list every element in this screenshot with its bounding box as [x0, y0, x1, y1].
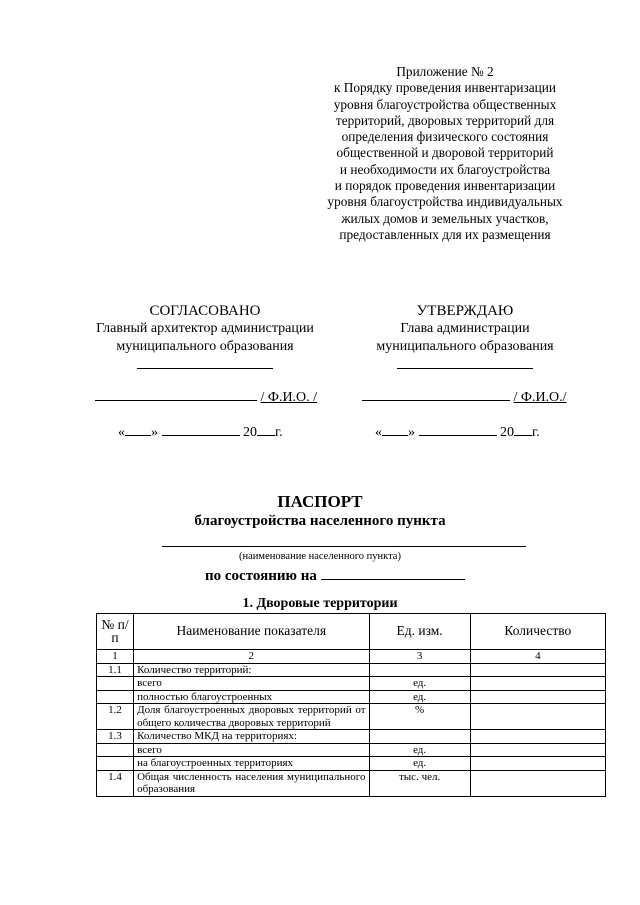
state-date-line[interactable] [321, 565, 465, 580]
approval-right-position: Глава администрации [400, 321, 530, 336]
left-year-suffix: г. [275, 425, 283, 440]
table-header-row [97, 614, 606, 650]
row-quantity-cell[interactable] [470, 663, 605, 677]
left-month-line[interactable] [162, 423, 240, 436]
appendix-line: жилых домов и земельных участков, [341, 210, 549, 226]
table-row [97, 677, 606, 691]
appendix-line: уровня благоустройства индивидуальных [327, 194, 563, 210]
column-number: 2 [134, 650, 369, 664]
row-quantity-cell[interactable] [470, 690, 605, 704]
table-row [97, 663, 606, 677]
approval-left-block [80, 302, 330, 356]
approval-left-position: Главный архитектор администрации [96, 321, 314, 336]
approval-right-block [350, 302, 580, 356]
appendix-line: и порядок проведения инвентаризации [334, 178, 556, 194]
appendix-line: определения физического состояния [341, 129, 549, 145]
column-number: 4 [470, 650, 605, 664]
column-number-row [97, 650, 606, 664]
left-date-field [118, 423, 283, 441]
row-no [97, 677, 134, 691]
row-indicator: всего [134, 743, 369, 757]
row-unit: ед. [369, 677, 470, 691]
row-indicator: Количество МКД на территориях: [134, 730, 369, 744]
row-no [97, 757, 134, 771]
row-quantity-cell[interactable] [470, 730, 605, 744]
right-fio-field [362, 386, 567, 406]
row-indicator: Общая численность населения муниципального образования [134, 770, 369, 796]
header-unit: Ед. изм. [369, 614, 470, 650]
row-quantity-cell[interactable] [470, 704, 605, 730]
appendix-line: к Порядку проведения инвентаризации [333, 80, 557, 96]
row-no: 1.1 [97, 663, 134, 677]
left-signature-line[interactable] [137, 368, 273, 369]
row-no [97, 690, 134, 704]
appendix-line: общественной и дворовой территорий [336, 145, 554, 161]
header-no: № п/п [97, 614, 134, 650]
table-row [97, 757, 606, 771]
right-date-open-quote: « [375, 425, 382, 440]
row-no [97, 743, 134, 757]
passport-title: ПАСПОРТ [277, 492, 363, 511]
row-unit: тыс. чел. [369, 770, 470, 796]
header-indicator: Наименование показателя [134, 614, 369, 650]
column-number: 3 [369, 650, 470, 664]
row-no: 1.2 [97, 704, 134, 730]
row-quantity-cell[interactable] [470, 743, 605, 757]
row-indicator: на благоустроенных территориях [134, 757, 369, 771]
row-no: 1.4 [97, 770, 134, 796]
right-date-close-quote: » [408, 425, 415, 440]
row-no: 1.3 [97, 730, 134, 744]
settlement-name-caption: (наименование населенного пункта) [239, 551, 401, 562]
left-year-prefix: 20 [243, 425, 257, 440]
right-fio-label: / Ф.И.О./ [513, 390, 567, 405]
left-day-line[interactable] [125, 423, 151, 436]
appendix-line: Приложение № 2 [396, 64, 494, 79]
appendix-header [300, 64, 590, 243]
appendix-line: предоставленных для их размещения [339, 226, 551, 242]
appendix-line: уровня благоустройства общественных [333, 96, 557, 112]
right-year-suffix: г. [532, 425, 540, 440]
right-month-line[interactable] [419, 423, 497, 436]
row-quantity-cell[interactable] [470, 757, 605, 771]
section-title: 1. Дворовые территории [242, 596, 398, 611]
left-date-open-quote: « [118, 425, 125, 440]
settlement-name-line[interactable] [162, 546, 526, 547]
row-indicator: Доля благоустроенных дворовых территорий от общего количества дворовых территорий [134, 704, 369, 730]
table-row [97, 770, 606, 796]
left-fio-field [95, 386, 317, 406]
row-quantity-cell[interactable] [470, 770, 605, 796]
row-unit: % [369, 704, 470, 730]
row-unit: ед. [369, 690, 470, 704]
table-row [97, 704, 606, 730]
state-as-of [205, 565, 465, 585]
table-row [97, 730, 606, 744]
right-year-line[interactable] [514, 423, 532, 436]
column-number: 1 [97, 650, 134, 664]
row-indicator: Количество территорий: [134, 663, 369, 677]
row-unit: ед. [369, 757, 470, 771]
table-row [97, 690, 606, 704]
right-signature-line[interactable] [397, 368, 533, 369]
left-date-close-quote: » [151, 425, 158, 440]
right-day-line[interactable] [382, 423, 408, 436]
appendix-line: территорий, дворовых территорий для [335, 112, 555, 128]
left-year-line[interactable] [257, 423, 275, 436]
approval-left-organization: муниципального образования [116, 339, 294, 354]
left-fio-line[interactable] [95, 386, 257, 401]
row-quantity-cell[interactable] [470, 677, 605, 691]
approval-right-heading: УТВЕРЖДАЮ [416, 303, 514, 319]
indicators-table [96, 613, 606, 797]
approval-left-heading: СОГЛАСОВАНО [149, 303, 261, 319]
state-as-of-label: по состоянию на [205, 568, 317, 584]
header-quantity: Количество [470, 614, 605, 650]
right-date-field [375, 423, 540, 441]
right-year-prefix: 20 [500, 425, 514, 440]
appendix-line: и необходимости их благоустройства [339, 161, 551, 177]
table-row [97, 743, 606, 757]
row-unit [369, 663, 470, 677]
row-unit [369, 730, 470, 744]
passport-subtitle: благоустройства населенного пункта [194, 513, 446, 529]
approval-right-organization: муниципального образования [376, 339, 554, 354]
right-fio-line[interactable] [362, 386, 510, 401]
left-fio-label: / Ф.И.О. / [260, 390, 318, 405]
row-indicator: полностью благоустроенных [134, 690, 369, 704]
row-indicator: всего [134, 677, 369, 691]
row-unit: ед. [369, 743, 470, 757]
